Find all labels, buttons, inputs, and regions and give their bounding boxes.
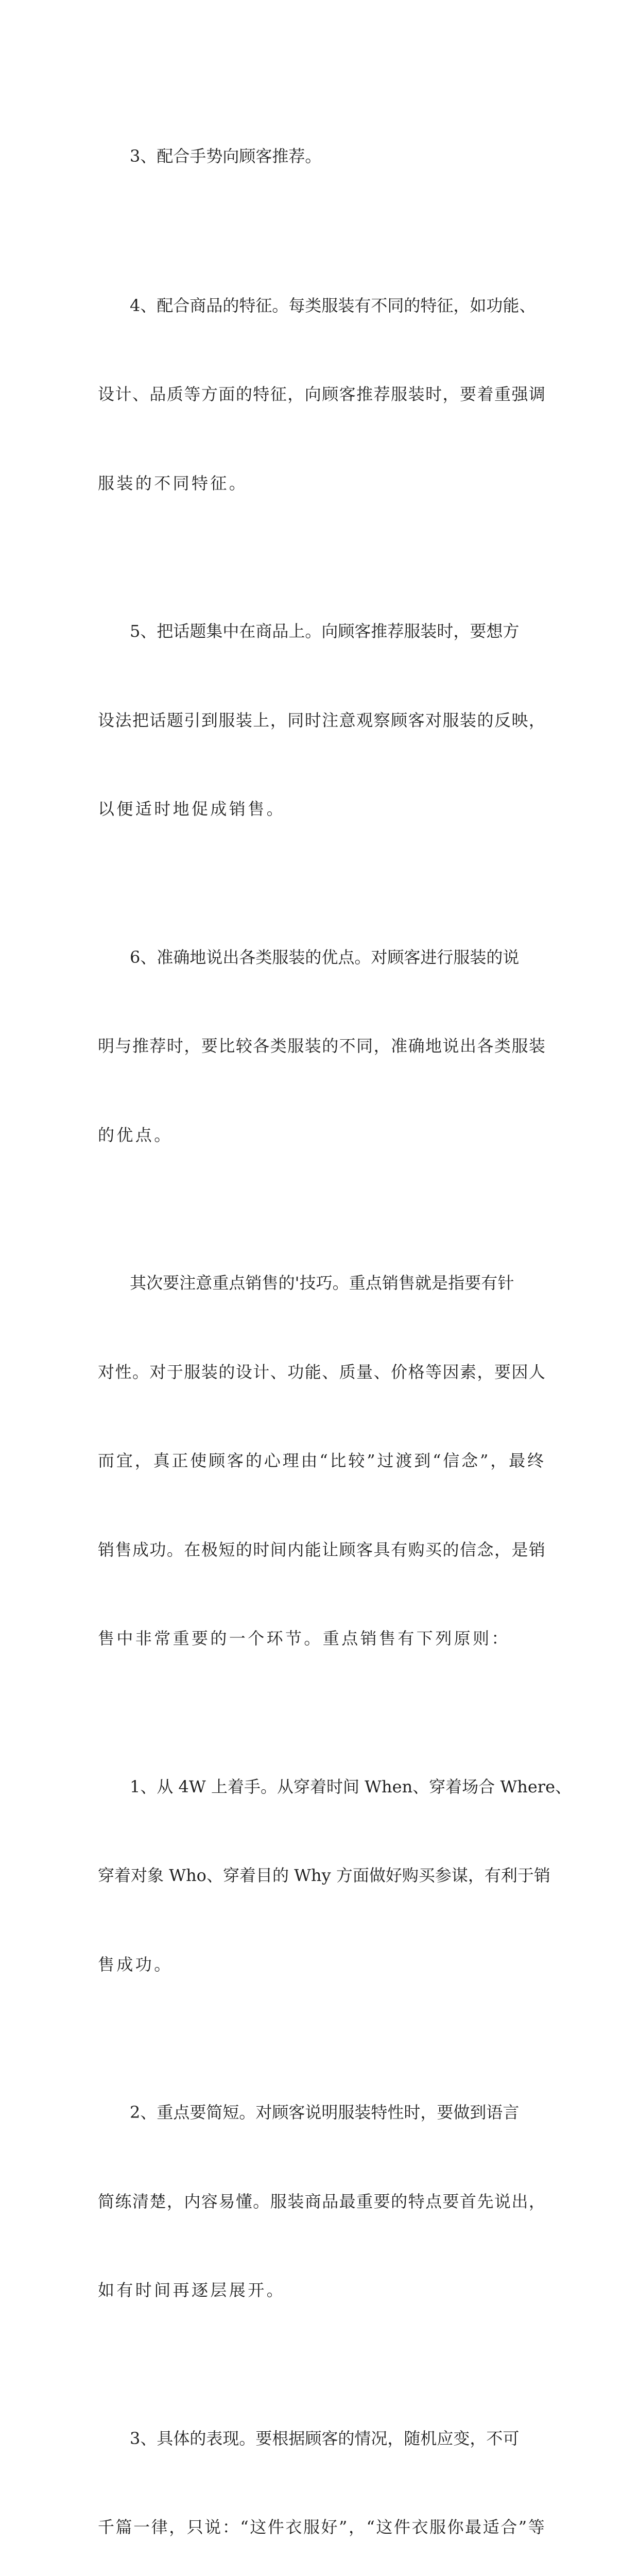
text-line: 而宜，真正使顾客的心理由“比较”过渡到“信念”，最终 — [98, 1446, 546, 1476]
text-line: 设法把话题引到服装上，同时注意观察顾客对服装的反映， — [98, 706, 546, 736]
text-line: 对性。对于服装的设计、功能、质量、价格等因素，要因人 — [98, 1358, 546, 1387]
text-line: 服装的不同特征。 — [98, 469, 546, 499]
text-line: 穿着对象 Who、穿着目的 Why 方面做好购买参谋，有利于销 — [98, 1861, 546, 1891]
text-line: 简练清楚，内容易懂。服装商品最重要的特点要首先说出， — [98, 2187, 546, 2217]
paragraph — [98, 1713, 546, 2039]
text-line: 1、从 4W 上着手。从穿着时间 When、穿着场合 Where、 — [98, 1772, 546, 1802]
text-line: 售中非常重要的一个环节。重点销售有下列原则： — [98, 1624, 546, 1654]
document-page — [0, 0, 639, 904]
text-line: 售成功。 — [98, 1950, 546, 1980]
text-line: 2、重点要简短。对顾客说明服装特性时，要做到语言 — [98, 2098, 546, 2128]
paragraph — [98, 2039, 546, 2365]
paragraph — [98, 2365, 546, 2576]
text-line: 3、具体的表现。要根据顾客的情况，随机应变，不可 — [98, 2424, 546, 2454]
paragraph — [98, 557, 546, 884]
text-line: 4、配合商品的特征。每类服装有不同的特征，如功能、 — [98, 291, 546, 321]
text-line: 明与推荐时，要比较各类服装的不同，准确地说出各类服装 — [98, 1031, 546, 1061]
paragraph — [98, 884, 546, 1210]
text-line: 如有时间再逐层展开。 — [98, 2276, 546, 2306]
text-line: 其次要注意重点销售的'技巧。重点销售就是指要有针 — [98, 1268, 546, 1298]
text-line: 千篇一律，只说：“这件衣服好”，“这件衣服你最适合”等 — [98, 2513, 546, 2543]
text-line: 6、准确地说出各类服装的优点。对顾客进行服装的说 — [98, 943, 546, 973]
text-line: 设计、品质等方面的特征，向顾客推荐服装时，要着重强调 — [98, 380, 546, 410]
text-line: 以便适时地促成销售。 — [98, 794, 546, 824]
text-line: 销售成功。在极短的时间内能让顾客具有购买的信念，是销 — [98, 1535, 546, 1565]
paragraph — [98, 82, 546, 231]
paragraph — [98, 1209, 546, 1713]
paragraph — [98, 232, 546, 558]
document-body — [98, 82, 546, 2576]
text-line: 3、配合手势向顾客推荐。 — [98, 142, 546, 172]
text-line: 5、把话题集中在商品上。向顾客推荐服装时，要想方 — [98, 617, 546, 647]
text-line: 的优点。 — [98, 1121, 546, 1150]
